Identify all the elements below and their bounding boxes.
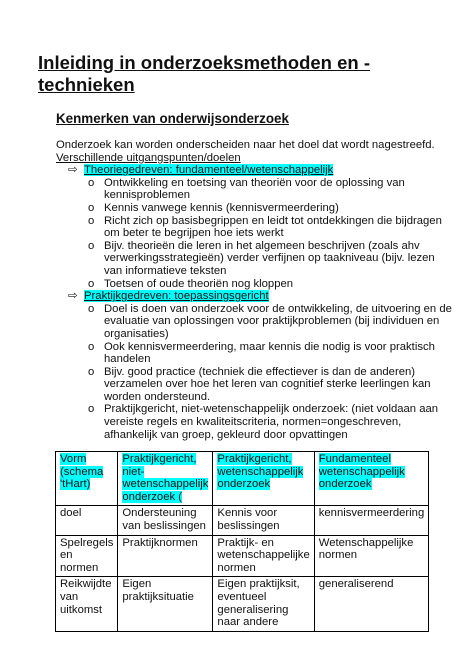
table-cell: Ondersteuning van beslissingen xyxy=(118,506,213,535)
table-cell: kennisvermeerdering xyxy=(314,506,429,535)
circle-bullet-icon: o xyxy=(88,214,95,227)
circle-bullet-icon: o xyxy=(88,201,95,214)
list-item xyxy=(56,215,456,240)
table-cell xyxy=(118,452,213,506)
table-cell: Eigen praktijksituatie xyxy=(118,577,213,631)
table-cell: Spelregels en normen xyxy=(56,535,118,577)
table-row xyxy=(56,577,429,631)
group-heading-theory xyxy=(68,164,456,177)
list-item xyxy=(56,202,456,215)
list-item-text: Doel is doen van onderzoek voor de ontwikkeling, de uitvoering en de evaluatie van oplossingen voor praktijkproblemen (bij individuen en organisaties) xyxy=(104,302,452,340)
theory-bullet-list xyxy=(56,177,456,290)
list-item xyxy=(56,278,456,291)
list-item-text: Bijv. theorieën die leren in het algemeen beschrijven (zoals ahv verwerkingsstrategieën) verder verfijnen op taakniveau (bijv. lezen van informatieve teksten xyxy=(104,239,435,277)
list-item xyxy=(56,177,456,202)
circle-bullet-icon: o xyxy=(88,277,95,290)
circle-bullet-icon: o xyxy=(88,302,95,315)
document-title: Inleiding in onderzoeksmethoden en -technieken xyxy=(38,52,370,95)
group-label: Theoriegedreven: fundamenteel/wetenschappelijk xyxy=(84,164,334,177)
circle-bullet-icon: o xyxy=(88,403,95,416)
table-cell: generaliserend xyxy=(314,577,429,631)
circle-bullet-icon: o xyxy=(88,176,95,189)
table-cell: Wetenschappelijke normen xyxy=(314,535,429,577)
arrow-icon: ⇨ xyxy=(68,164,78,177)
table-cell: doel xyxy=(56,506,118,535)
comparison-table xyxy=(55,451,429,632)
header-cell-text: Praktijkgericht, niet-wetenschappelijk onderzoek ( xyxy=(122,453,209,503)
list-item-text: Toetsen of oude theoriën nog kloppen xyxy=(104,277,294,290)
list-item xyxy=(56,303,456,341)
table-cell: Eigen praktijksit, eventueel generalisering naar andere xyxy=(213,577,314,631)
table-header-row xyxy=(56,452,429,506)
table-cell xyxy=(213,452,314,506)
document-body xyxy=(56,127,456,441)
section-title: Kenmerken van onderwijsonderzoek xyxy=(56,111,289,126)
goals-subheading: Verschillende uitgangspunten/doelen xyxy=(56,151,241,164)
practice-bullet-list xyxy=(56,303,456,442)
header-cell-text: Vorm (schema 'tHart) xyxy=(60,453,104,491)
header-cell-text: Praktijkgericht, wetenschappelijk onderzoek xyxy=(217,453,304,491)
list-item-text: Ook kennisvermeerdering, maar kennis die nodig is voor praktisch handelen xyxy=(104,340,435,366)
list-item-text: Bijv. good practice (techniek die effectiever is dan de anderen) verzamelen over hoe het leren van cognitief sterke leerlingen kan worden ondersteund. xyxy=(104,365,431,403)
table-row xyxy=(56,535,429,577)
header-cell-text: Fundamenteel wetenschappelijk onderzoek xyxy=(318,453,405,491)
circle-bullet-icon: o xyxy=(88,365,95,378)
list-item xyxy=(56,341,456,366)
table-cell xyxy=(314,452,429,506)
table-row xyxy=(56,506,429,535)
arrow-icon: ⇨ xyxy=(68,290,78,303)
list-item-text: Kennis vanwege kennis (kennisvermeerdering) xyxy=(104,201,339,214)
list-item-text: Ontwikkeling en toetsing van theoriën voor de oplossing van kennisproblemen xyxy=(104,176,405,202)
table-cell: Praktijk- en wetenschappelijke normen xyxy=(213,535,314,577)
table-cell: Reikwijdte van uitkomst xyxy=(56,577,118,631)
list-item-text: Praktijkgericht, niet-wetenschappelijk onderzoek: (niet voldaan aan vereiste regels en kwaliteitscriteria, normen=ongeschreven, afhankelijk van groep, gekleurd door opvattingen xyxy=(104,403,439,441)
list-item xyxy=(56,366,456,404)
table-cell xyxy=(56,452,118,506)
circle-bullet-icon: o xyxy=(88,340,95,353)
list-item-text: Richt zich op basisbegrippen en leidt tot ontdekkingen die bijdragen om beter te begrijpen hoe iets werkt xyxy=(104,214,442,240)
circle-bullet-icon: o xyxy=(88,239,95,252)
table-cell: Kennis voor beslissingen xyxy=(213,506,314,535)
group-label: Praktijkgedreven: toepassingsgericht xyxy=(84,290,269,303)
intro-paragraph: Onderzoek kan worden onderscheiden naar het doel dat wordt nagestreefd. xyxy=(56,139,435,151)
list-item xyxy=(56,403,456,441)
list-item xyxy=(56,240,456,278)
table-cell: Praktijknormen xyxy=(118,535,213,577)
group-heading-practice xyxy=(68,290,456,303)
